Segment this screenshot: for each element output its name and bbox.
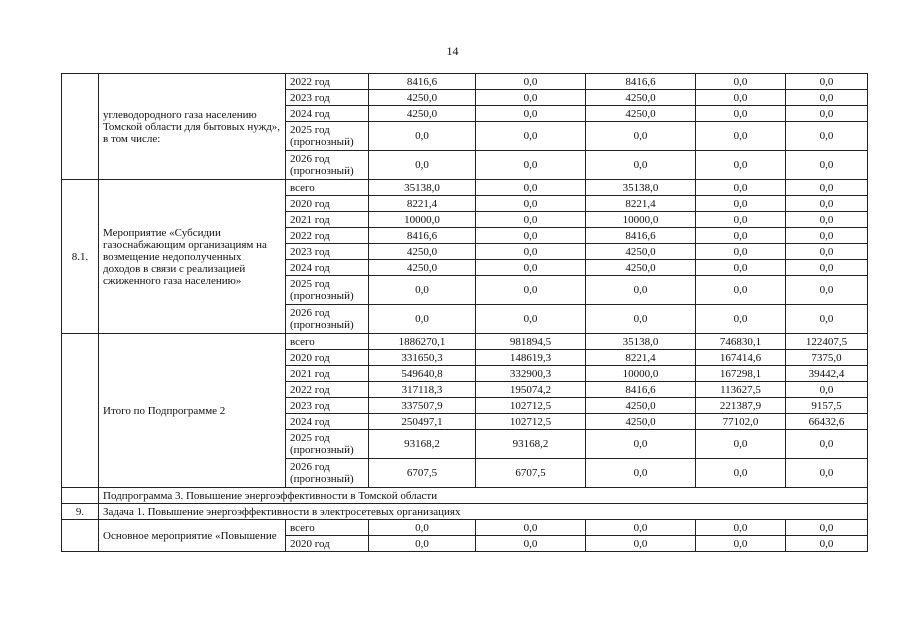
value-cell: 0,0 <box>786 430 868 459</box>
value-cell: 8221,4 <box>586 196 696 212</box>
value-cell: 10000,0 <box>369 212 476 228</box>
value-cell: 39442,4 <box>786 366 868 382</box>
value-cell: 221387,9 <box>696 398 786 414</box>
period-cell: 2025 год (прогнозный) <box>286 276 369 305</box>
value-cell: 148619,3 <box>476 350 586 366</box>
value-cell: 4250,0 <box>586 398 696 414</box>
table-row <box>62 520 868 536</box>
period-cell: 2025 год (прогнозный) <box>286 122 369 151</box>
value-cell: 0,0 <box>586 305 696 334</box>
value-cell: 0,0 <box>696 180 786 196</box>
value-cell: 0,0 <box>696 536 786 552</box>
value-cell: 4250,0 <box>586 244 696 260</box>
value-cell: 113627,5 <box>696 382 786 398</box>
period-cell: 2024 год <box>286 106 369 122</box>
value-cell: 0,0 <box>476 260 586 276</box>
value-cell: 0,0 <box>696 459 786 488</box>
value-cell: 0,0 <box>369 122 476 151</box>
value-cell: 8416,6 <box>369 74 476 90</box>
period-cell: всего <box>286 334 369 350</box>
value-cell: 35138,0 <box>369 180 476 196</box>
value-cell: 0,0 <box>369 536 476 552</box>
value-cell: 0,0 <box>696 305 786 334</box>
period-cell: 2020 год <box>286 536 369 552</box>
value-cell: 0,0 <box>786 276 868 305</box>
value-cell: 4250,0 <box>586 414 696 430</box>
value-cell: 93168,2 <box>369 430 476 459</box>
value-cell: 0,0 <box>786 228 868 244</box>
section-row <box>62 488 868 504</box>
value-cell: 0,0 <box>369 520 476 536</box>
value-cell: 0,0 <box>476 244 586 260</box>
value-cell: 0,0 <box>476 536 586 552</box>
value-cell: 0,0 <box>696 90 786 106</box>
value-cell: 8416,6 <box>586 382 696 398</box>
value-cell: 0,0 <box>476 276 586 305</box>
value-cell: 102712,5 <box>476 398 586 414</box>
period-cell: 2022 год <box>286 228 369 244</box>
value-cell: 66432,6 <box>786 414 868 430</box>
value-cell: 0,0 <box>476 122 586 151</box>
period-cell: всего <box>286 520 369 536</box>
period-cell: 2023 год <box>286 244 369 260</box>
value-cell: 0,0 <box>696 196 786 212</box>
value-cell: 8416,6 <box>586 74 696 90</box>
value-cell: 332900,3 <box>476 366 586 382</box>
value-cell: 4250,0 <box>369 90 476 106</box>
value-cell: 0,0 <box>476 520 586 536</box>
value-cell: 0,0 <box>786 196 868 212</box>
value-cell: 549640,8 <box>369 366 476 382</box>
value-cell: 0,0 <box>696 244 786 260</box>
value-cell: 35138,0 <box>586 334 696 350</box>
value-cell: 167414,6 <box>696 350 786 366</box>
period-cell: 2026 год (прогнозный) <box>286 151 369 180</box>
value-cell: 0,0 <box>696 151 786 180</box>
value-cell: 0,0 <box>586 276 696 305</box>
period-cell: 2023 год <box>286 398 369 414</box>
row-number: 8.1. <box>62 180 99 334</box>
value-cell: 0,0 <box>786 151 868 180</box>
activity-name: Итого по Подпрограмме 2 <box>99 334 286 488</box>
value-cell: 0,0 <box>786 260 868 276</box>
value-cell: 0,0 <box>696 106 786 122</box>
value-cell: 8416,6 <box>369 228 476 244</box>
value-cell: 0,0 <box>786 244 868 260</box>
value-cell: 0,0 <box>786 90 868 106</box>
value-cell: 0,0 <box>786 305 868 334</box>
value-cell: 0,0 <box>696 74 786 90</box>
value-cell: 0,0 <box>476 180 586 196</box>
table-row <box>62 180 868 196</box>
value-cell: 4250,0 <box>586 260 696 276</box>
value-cell: 0,0 <box>369 305 476 334</box>
value-cell: 93168,2 <box>476 430 586 459</box>
section-title: Подпрограмма 3. Повышение энергоэффективности в Томской области <box>99 488 868 504</box>
value-cell: 0,0 <box>476 212 586 228</box>
value-cell: 4250,0 <box>586 90 696 106</box>
value-cell: 0,0 <box>786 382 868 398</box>
page-number: 14 <box>446 44 459 58</box>
value-cell: 0,0 <box>476 74 586 90</box>
section-title: Задача 1. Повышение энергоэффективности в электросетевых организациях <box>99 504 868 520</box>
period-cell: 2026 год (прогнозный) <box>286 459 369 488</box>
period-cell: всего <box>286 180 369 196</box>
value-cell: 0,0 <box>786 212 868 228</box>
row-number <box>62 74 99 180</box>
value-cell: 0,0 <box>586 430 696 459</box>
value-cell: 4250,0 <box>369 106 476 122</box>
value-cell: 317118,3 <box>369 382 476 398</box>
period-cell: 2020 год <box>286 350 369 366</box>
value-cell: 0,0 <box>696 228 786 244</box>
value-cell: 9157,5 <box>786 398 868 414</box>
row-number <box>62 488 99 504</box>
value-cell: 746830,1 <box>696 334 786 350</box>
period-cell: 2022 год <box>286 74 369 90</box>
value-cell: 0,0 <box>586 536 696 552</box>
row-number: 9. <box>62 504 99 520</box>
value-cell: 0,0 <box>696 520 786 536</box>
period-cell: 2022 год <box>286 382 369 398</box>
value-cell: 0,0 <box>786 180 868 196</box>
value-cell: 7375,0 <box>786 350 868 366</box>
value-cell: 4250,0 <box>586 106 696 122</box>
value-cell: 167298,1 <box>696 366 786 382</box>
period-cell: 2021 год <box>286 366 369 382</box>
value-cell: 1886270,1 <box>369 334 476 350</box>
row-number <box>62 334 99 488</box>
period-cell: 2024 год <box>286 414 369 430</box>
value-cell: 0,0 <box>786 459 868 488</box>
value-cell: 6707,5 <box>369 459 476 488</box>
value-cell: 981894,5 <box>476 334 586 350</box>
period-cell: 2023 год <box>286 90 369 106</box>
row-number <box>62 520 99 552</box>
value-cell: 0,0 <box>696 430 786 459</box>
table-row <box>62 334 868 350</box>
value-cell: 0,0 <box>696 276 786 305</box>
value-cell: 35138,0 <box>586 180 696 196</box>
budget-table <box>61 73 868 552</box>
table-row <box>62 74 868 90</box>
value-cell: 0,0 <box>476 90 586 106</box>
period-cell: 2025 год (прогнозный) <box>286 430 369 459</box>
value-cell: 10000,0 <box>586 366 696 382</box>
period-cell: 2026 год (прогнозный) <box>286 305 369 334</box>
activity-name: углеводородного газа населению Томской области для бытовых нужд», в том числе: <box>99 74 286 180</box>
value-cell: 6707,5 <box>476 459 586 488</box>
value-cell: 0,0 <box>476 106 586 122</box>
value-cell: 250497,1 <box>369 414 476 430</box>
value-cell: 8221,4 <box>369 196 476 212</box>
value-cell: 0,0 <box>476 305 586 334</box>
value-cell: 331650,3 <box>369 350 476 366</box>
value-cell: 8221,4 <box>586 350 696 366</box>
value-cell: 0,0 <box>586 122 696 151</box>
activity-name: Основное мероприятие «Повышение <box>99 520 286 552</box>
value-cell: 0,0 <box>476 196 586 212</box>
value-cell: 0,0 <box>476 228 586 244</box>
value-cell: 4250,0 <box>369 244 476 260</box>
section-row <box>62 504 868 520</box>
value-cell: 10000,0 <box>586 212 696 228</box>
value-cell: 0,0 <box>786 520 868 536</box>
activity-name: Мероприятие «Субсидии газоснабжающим организациям на возмещение недополученных доходов в связи с реализацией сжиженного газа населению» <box>99 180 286 334</box>
value-cell: 0,0 <box>786 74 868 90</box>
value-cell: 195074,2 <box>476 382 586 398</box>
value-cell: 0,0 <box>696 122 786 151</box>
value-cell: 0,0 <box>586 459 696 488</box>
period-cell: 2021 год <box>286 212 369 228</box>
value-cell: 337507,9 <box>369 398 476 414</box>
value-cell: 0,0 <box>696 260 786 276</box>
value-cell: 4250,0 <box>369 260 476 276</box>
value-cell: 0,0 <box>369 276 476 305</box>
value-cell: 0,0 <box>586 520 696 536</box>
value-cell: 0,0 <box>786 122 868 151</box>
value-cell: 122407,5 <box>786 334 868 350</box>
value-cell: 0,0 <box>586 151 696 180</box>
value-cell: 77102,0 <box>696 414 786 430</box>
value-cell: 102712,5 <box>476 414 586 430</box>
value-cell: 0,0 <box>476 151 586 180</box>
period-cell: 2020 год <box>286 196 369 212</box>
period-cell: 2024 год <box>286 260 369 276</box>
value-cell: 0,0 <box>786 106 868 122</box>
value-cell: 0,0 <box>786 536 868 552</box>
value-cell: 0,0 <box>369 151 476 180</box>
value-cell: 8416,6 <box>586 228 696 244</box>
value-cell: 0,0 <box>696 212 786 228</box>
